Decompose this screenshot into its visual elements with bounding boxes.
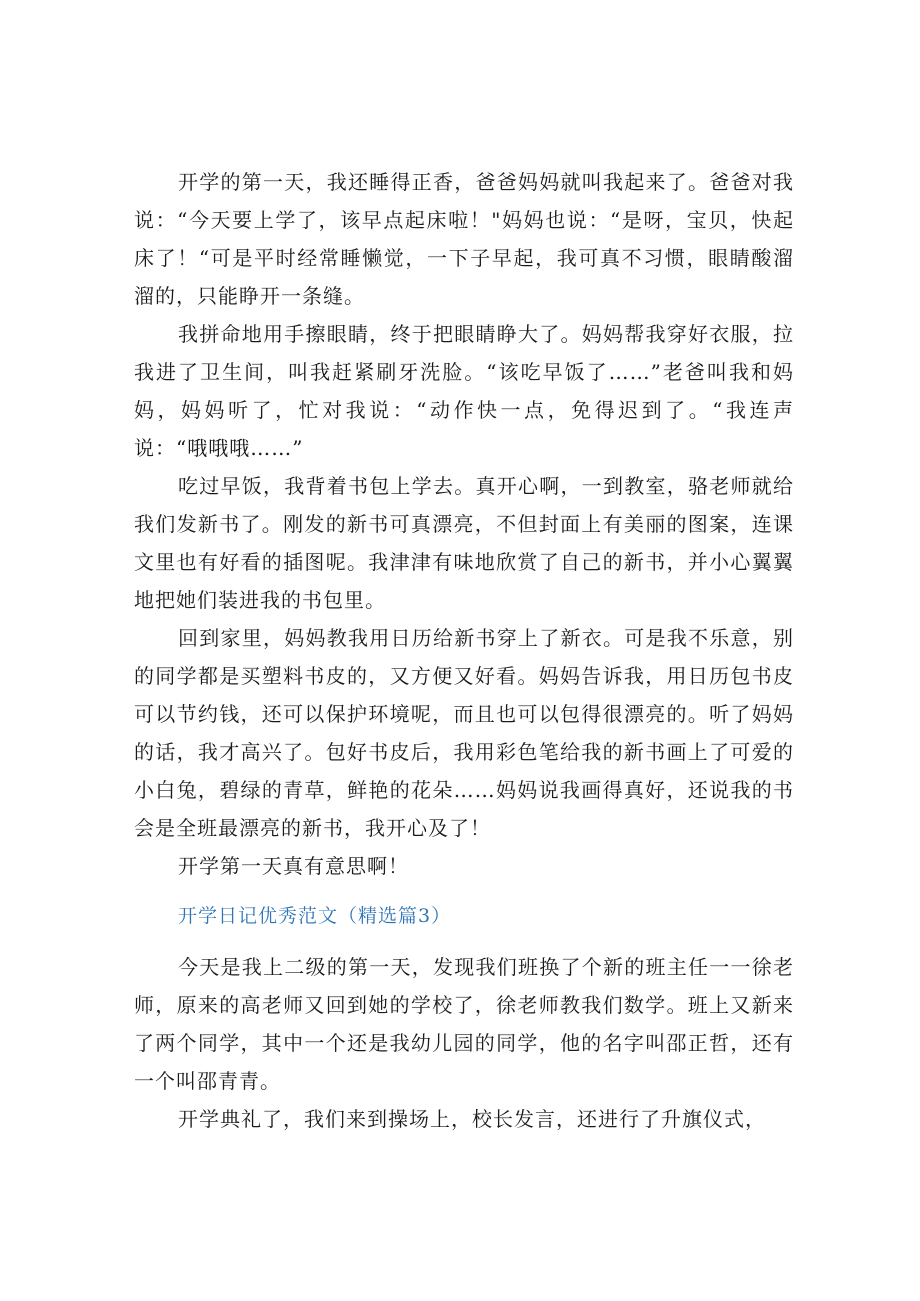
paragraph-book-cover: 回到家里，妈妈教我用日历给新书穿上了新衣。可是我不乐意，别的同学都是买塑料书皮的，又方便又好看。妈妈告诉我，用日历包书皮可以节约钱，还可以保护环境呢，而且也可以包得很漂亮的。听了妈妈的话，我才高兴了。包好书皮后，我用彩色笔给我的新书画上了可爱的小白兔，碧绿的青草，鲜艳的花朵……妈妈说我画得真好，还说我的书会是全班最漂亮的新书，我开心及了！ xyxy=(134,626,794,840)
section-heading: 开学日记优秀范文（精选篇3） xyxy=(178,905,452,927)
paragraph-get-ready: 我拼命地用手擦眼睛，终于把眼睛睁大了。妈妈帮我穿好衣服，拉我进了卫生间，叫我赶紧刷牙洗脸。“该吃早饭了……”老爸叫我和妈妈，妈妈听了，忙对我说：“动作快一点，免得迟到了。“我连声说：“哦哦哦……” xyxy=(134,322,794,460)
paragraph-ceremony: 开学典礼了，我们来到操场上，校长发言，还进行了升旗仪式， xyxy=(178,1107,766,1131)
paragraph-wake-up: 开学的第一天，我还睡得正香，爸爸妈妈就叫我起来了。爸爸对我说：“今天要上学了，该早点起床啦！"妈妈也说：“是呀，宝贝，快起床了！“可是平时经常睡懒觉，一下子早起，我可真不习惯，眼睛酸溜溜的，只能睁开一条缝。 xyxy=(134,170,794,308)
paragraph-conclusion: 开学第一天真有意思啊！ xyxy=(178,854,409,878)
paragraph-new-books: 吃过早饭，我背着书包上学去。真开心啊，一到教室，骆老师就给我们发新书了。刚发的新书可真漂亮，不但封面上有美丽的图案，连课文里也有好看的插图呢。我津津有味地欣赏了自己的新书，并小心翼翼地把她们装进我的书包里。 xyxy=(134,474,794,612)
paragraph-new-teacher: 今天是我上二级的第一天，发现我们班换了个新的班主任一一徐老师，原来的高老师又回到她的学校了，徐老师教我们数学。班上又新来了两个同学，其中一个还是我幼儿园的同学，他的名字叫邵正哲，还有一个叫邵青青。 xyxy=(134,955,794,1093)
